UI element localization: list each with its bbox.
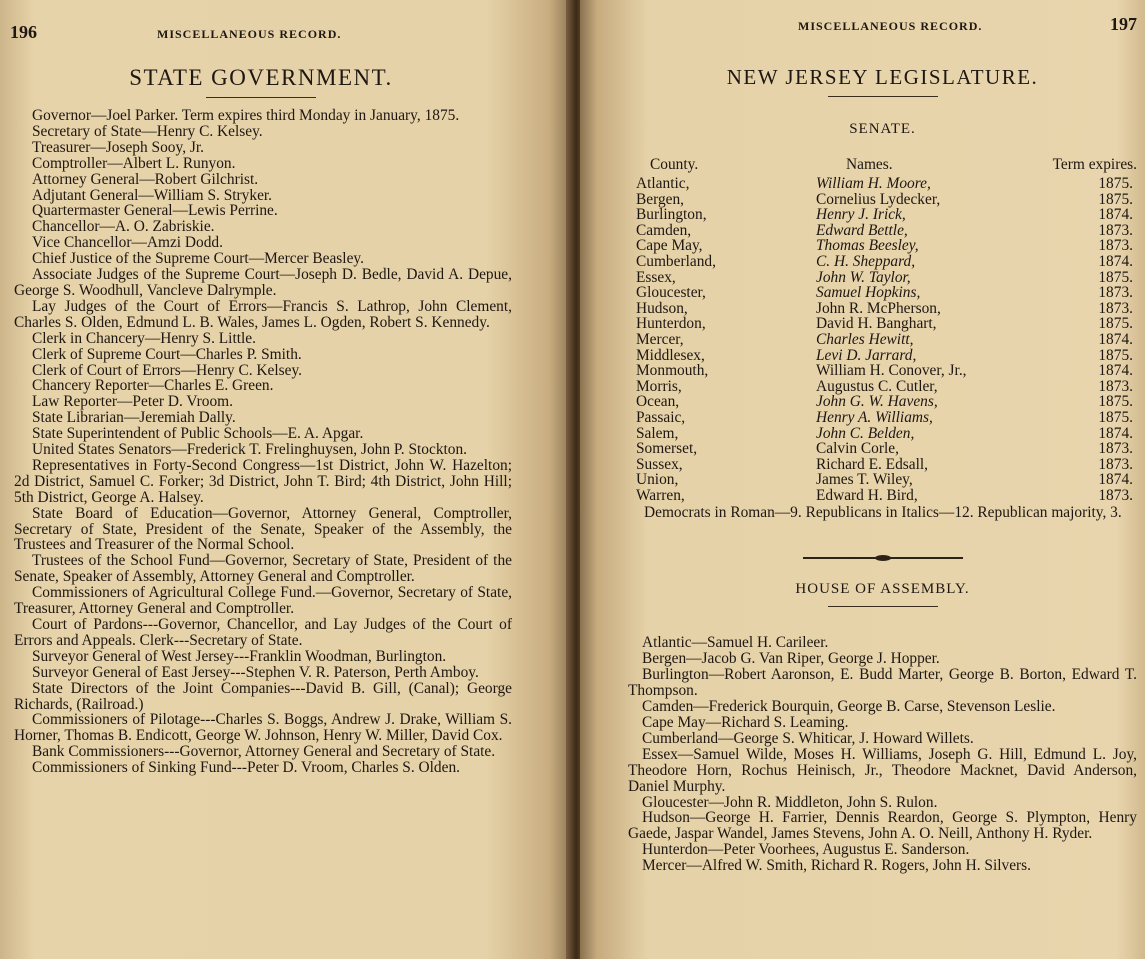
section-ornament	[803, 555, 963, 561]
senate-name-cell: Samuel Hopkins,	[816, 284, 921, 302]
senate-county-cell: Essex,	[636, 268, 676, 286]
assembly-entry: Bergen—Jacob G. Van Riper, George J. Hopper.	[642, 650, 940, 668]
senate-term-cell: 1874.	[1098, 252, 1133, 270]
senate-term-cell: 1873.	[1098, 284, 1133, 302]
senate-row	[628, 285, 1137, 301]
assembly-rule	[828, 606, 938, 607]
senate-term-cell: 1873.	[1098, 455, 1133, 473]
senate-name-cell: John R. McPherson,	[816, 299, 941, 317]
senate-term-cell: 1875.	[1098, 393, 1133, 411]
senate-row	[628, 270, 1137, 286]
senate-county-cell: Burlington,	[636, 206, 707, 224]
assembly-entry: Camden—Frederick Bourquin, George B. Carse, Stevenson Leslie.	[642, 698, 1056, 716]
assembly-entry: Mercer—Alfred W. Smith, Richard R. Rogers, John H. Silvers.	[642, 857, 1031, 875]
senate-name-cell: Augustus C. Cutler,	[816, 377, 938, 395]
office-entry: Commissioners of Pilotage---Charles S. Boggs, Andrew J. Drake, William S. Horner, Thomas B. Endicott, George W. Johnson, Henry W. Miller, David Cox.	[14, 711, 512, 745]
senate-row	[628, 192, 1137, 208]
senate-county-cell: Monmouth,	[636, 362, 709, 380]
senate-row	[628, 472, 1137, 488]
senate-county-cell: Somerset,	[636, 440, 698, 458]
senate-name-cell: Charles Hewitt,	[816, 330, 914, 348]
senate-row	[628, 254, 1137, 270]
office-entry: Associate Judges of the Supreme Court—Joseph D. Bedle, David A. Depue, George S. Woodhull, Vancleve Dalrymple.	[14, 266, 512, 299]
right-running-header	[628, 14, 1137, 35]
office-entry: Bank Commissioners---Governor, Attorney General and Secretary of State.	[32, 743, 496, 761]
senate-term-cell: 1874.	[1098, 362, 1133, 380]
office-entry: Vice Chancellor—Amzi Dodd.	[32, 234, 223, 252]
senate-county-cell: Middlesex,	[636, 346, 705, 364]
office-entry: Secretary of State—Henry C. Kelsey.	[32, 122, 263, 140]
office-entry: Commissioners of Sinking Fund---Peter D. Vroom, Charles S. Olden.	[32, 759, 460, 777]
office-entry: Clerk of Court of Errors—Henry C. Kelsey.	[32, 361, 302, 379]
office-entry: Lay Judges of the Court of Errors—Francis S. Lathrop, John Clement, Charles S. Olden, Edmund L. B. Wales, James L. Ogden, Robert S. Kennedy.	[14, 297, 512, 331]
senate-heading: SENATE.	[849, 121, 916, 137]
office-entry: Representatives in Forty-Second Congress—1st District, John W. Hazelton; 2d District, Samuel C. Forker; 3d District, John T. Bird; 4th District, John Hill; 5th District, George A. Halsey.	[14, 456, 512, 506]
senate-county-cell: Atlantic,	[636, 175, 690, 192]
legislature-title: NEW JERSEY LEGISLATURE.	[726, 65, 1039, 89]
senate-name-cell: Henry A. Williams,	[816, 408, 933, 426]
office-entry: Court of Pardons---Governor, Chancellor, and Lay Judges of the Court of Errors and Appeals. Clerk---Secretary of State.	[14, 616, 512, 649]
senate-name-cell: Richard E. Edsall,	[816, 455, 928, 473]
senate-name-cell: David H. Banghart,	[816, 315, 937, 333]
office-entry: State Superintendent of Public Schools—E. A. Apgar.	[32, 425, 364, 443]
term-column-header: Term expires.	[1052, 156, 1137, 173]
senate-row	[628, 348, 1137, 364]
office-entry: State Directors of the Joint Companies---David B. Gill, (Canal); George Richards, (Railroad.)	[14, 679, 512, 713]
senate-term-cell: 1874.	[1098, 471, 1133, 489]
office-entry: Clerk in Chancery—Henry S. Little.	[32, 329, 256, 347]
senate-name-cell: Henry J. Irick,	[816, 206, 906, 224]
assembly-entry: Hudson—George H. Farrier, Dennis Reardon, George S. Plympton, Henry Gaede, Jaspar Wandel, James Stevens, John A. O. Neill, Anthony H. Ryder.	[628, 809, 1137, 843]
office-entry: Governor—Joel Parker. Term expires third Monday in January, 1875.	[32, 107, 460, 124]
county-column-header: County.	[650, 156, 699, 173]
right-running-title: MISCELLANEOUS RECORD.	[798, 19, 983, 33]
assembly-entry: Essex—Samuel Wilde, Moses H. Williams, Joseph G. Hill, Edmund L. Joy, Theodore Horn, Rochus Heinisch, Jr., Theodore Macknet, David Anderson, Daniel Murphy.	[628, 745, 1137, 795]
office-entry: Chancellor—A. O. Zabriskie.	[32, 218, 215, 236]
senate-name-cell: Levi D. Jarrard,	[816, 346, 917, 364]
office-entry: Adjutant General—William S. Stryker.	[32, 186, 273, 204]
office-entry: Law Reporter—Peter D. Vroom.	[32, 393, 233, 411]
left-running-title: MISCELLANEOUS RECORD.	[157, 27, 342, 41]
office-entry: Clerk of Supreme Court—Charles P. Smith.	[32, 345, 302, 363]
senate-header-row	[628, 156, 1137, 176]
senate-term-cell: 1874.	[1098, 424, 1133, 442]
senate-name-cell: Edward H. Bird,	[816, 486, 918, 504]
senate-term-cell: 1873.	[1098, 299, 1133, 317]
left-page-number: 196	[10, 22, 37, 42]
office-entry: State Librarian—Jeremiah Dally.	[32, 409, 236, 427]
office-entry: Comptroller—Albert L. Runyon.	[32, 154, 236, 172]
senate-county-cell: Morris,	[636, 377, 682, 395]
senate-term-cell: 1875.	[1098, 268, 1133, 286]
senate-row	[628, 223, 1137, 239]
senate-row	[628, 488, 1137, 504]
office-entry: Chief Justice of the Supreme Court—Mercer Beasley.	[32, 250, 364, 268]
senate-term-cell: 1875.	[1098, 315, 1133, 333]
office-entry: Chancery Reporter—Charles E. Green.	[32, 377, 274, 395]
senate-name-cell: William H. Conover, Jr.,	[816, 362, 967, 380]
senate-term-cell: 1875.	[1098, 346, 1133, 364]
senate-county-cell: Bergen,	[636, 190, 685, 208]
senate-row	[628, 394, 1137, 410]
senate-term-cell: 1875.	[1098, 408, 1133, 426]
senate-term-cell: 1873.	[1098, 377, 1133, 395]
senate-term-cell: 1873.	[1098, 486, 1133, 504]
assembly-entry: Burlington—Robert Aaronson, E. Budd Marter, George B. Borton, Edward T. Thompson.	[628, 666, 1137, 700]
senate-county-cell: Sussex,	[636, 455, 683, 473]
title-rule	[206, 97, 316, 98]
office-entry: Trustees of the School Fund—Governor, Secretary of State, President of the Senate, Speaker of Assembly, Attorney General and Comptroller.	[14, 552, 512, 586]
senate-row	[628, 379, 1137, 395]
state-government-list	[10, 108, 512, 776]
left-page	[0, 0, 572, 959]
senate-county-cell: Union,	[636, 471, 679, 489]
senate-term-cell: 1873.	[1098, 221, 1133, 239]
senate-county-cell: Warren,	[636, 486, 685, 504]
senate-name-cell: John G. W. Havens,	[816, 393, 938, 411]
senate-name-cell: James T. Wiley,	[816, 471, 913, 489]
assembly-list	[628, 635, 1137, 874]
senate-name-cell: William H. Moore,	[816, 175, 931, 192]
office-entry: Commissioners of Agricultural College Fund.—Governor, Secretary of State, Treasurer, Attorney General and Comptroller.	[14, 584, 512, 618]
senate-row	[628, 457, 1137, 473]
senate-county-cell: Ocean,	[636, 393, 680, 411]
senate-term-cell: 1875.	[1098, 190, 1133, 208]
senate-name-cell: Cornelius Lydecker,	[816, 190, 941, 208]
senate-county-cell: Salem,	[636, 424, 679, 442]
assembly-entry: Hunterdon—Peter Voorhees, Augustus E. Sanderson.	[642, 841, 970, 859]
senate-county-cell: Cumberland,	[636, 252, 716, 270]
assembly-heading: HOUSE OF ASSEMBLY.	[795, 581, 970, 598]
office-entry: Surveyor General of West Jersey---Franklin Woodman, Burlington.	[32, 647, 447, 665]
office-entry: State Board of Education—Governor, Attorney General, Comptroller, Secretary of State, President of the Senate, Speaker of the Assembly, the Trustees and Treasurer of the Normal School.	[14, 504, 512, 554]
senate-row	[628, 332, 1137, 348]
senate-summary: Democrats in Roman—9. Republicans in Italics—12. Republican majority, 3.	[644, 504, 1122, 522]
senate-term-cell: 1874.	[1098, 330, 1133, 348]
senate-term-cell: 1873.	[1098, 237, 1133, 255]
assembly-entry: Gloucester—John R. Middleton, John S. Rulon.	[642, 793, 938, 811]
senate-row	[628, 316, 1137, 332]
senate-county-cell: Mercer,	[636, 330, 684, 348]
assembly-entry: Atlantic—Samuel H. Carileer.	[642, 634, 829, 652]
office-entry: Attorney General—Robert Gilchrist.	[32, 170, 259, 188]
senate-row	[628, 410, 1137, 426]
senate-name-cell: John W. Taylor,	[816, 268, 911, 286]
senate-county-cell: Gloucester,	[636, 284, 706, 302]
senate-row	[628, 301, 1137, 317]
senate-name-cell: Thomas Beesley,	[816, 237, 919, 255]
page-title: STATE GOVERNMENT.	[129, 65, 393, 90]
senate-term-cell: 1873.	[1098, 440, 1133, 458]
senate-row	[628, 363, 1137, 379]
senate-table	[628, 156, 1137, 503]
left-running-header	[10, 22, 512, 43]
right-page	[580, 0, 1145, 959]
senate-county-cell: Hudson,	[636, 299, 688, 317]
senate-name-cell: John C. Belden,	[816, 424, 915, 442]
senate-row	[628, 441, 1137, 457]
office-entry: Surveyor General of East Jersey---Stephen V. R. Paterson, Perth Amboy.	[32, 663, 479, 681]
right-page-number: 197	[1110, 14, 1137, 34]
senate-name-cell: Edward Bettle,	[816, 221, 908, 239]
senate-county-cell: Cape May,	[636, 237, 703, 255]
assembly-entry: Cumberland—George S. Whiticar, J. Howard Willets.	[642, 729, 974, 747]
office-entry: Quartermaster General—Lewis Perrine.	[32, 202, 278, 220]
senate-name-cell: Calvin Corle,	[816, 440, 899, 458]
senate-row	[628, 207, 1137, 223]
senate-county-cell: Passaic,	[636, 408, 686, 426]
names-column-header: Names.	[846, 156, 893, 173]
assembly-entry: Cape May—Richard S. Leaming.	[642, 714, 849, 731]
office-entry: Treasurer—Joseph Sooy, Jr.	[32, 138, 205, 156]
senate-term-cell: 1875.	[1098, 175, 1133, 192]
senate-county-cell: Hunterdon,	[636, 315, 706, 333]
senate-name-cell: C. H. Sheppard,	[816, 252, 916, 270]
senate-county-cell: Camden,	[636, 221, 692, 239]
senate-term-cell: 1874.	[1098, 206, 1133, 224]
ornament-dot	[875, 555, 891, 561]
office-entry: United States Senators—Frederick T. Frelinghuysen, John P. Stockton.	[32, 441, 468, 459]
legislature-rule	[828, 96, 938, 97]
senate-row	[628, 176, 1137, 192]
senate-row	[628, 238, 1137, 254]
senate-row	[628, 426, 1137, 442]
